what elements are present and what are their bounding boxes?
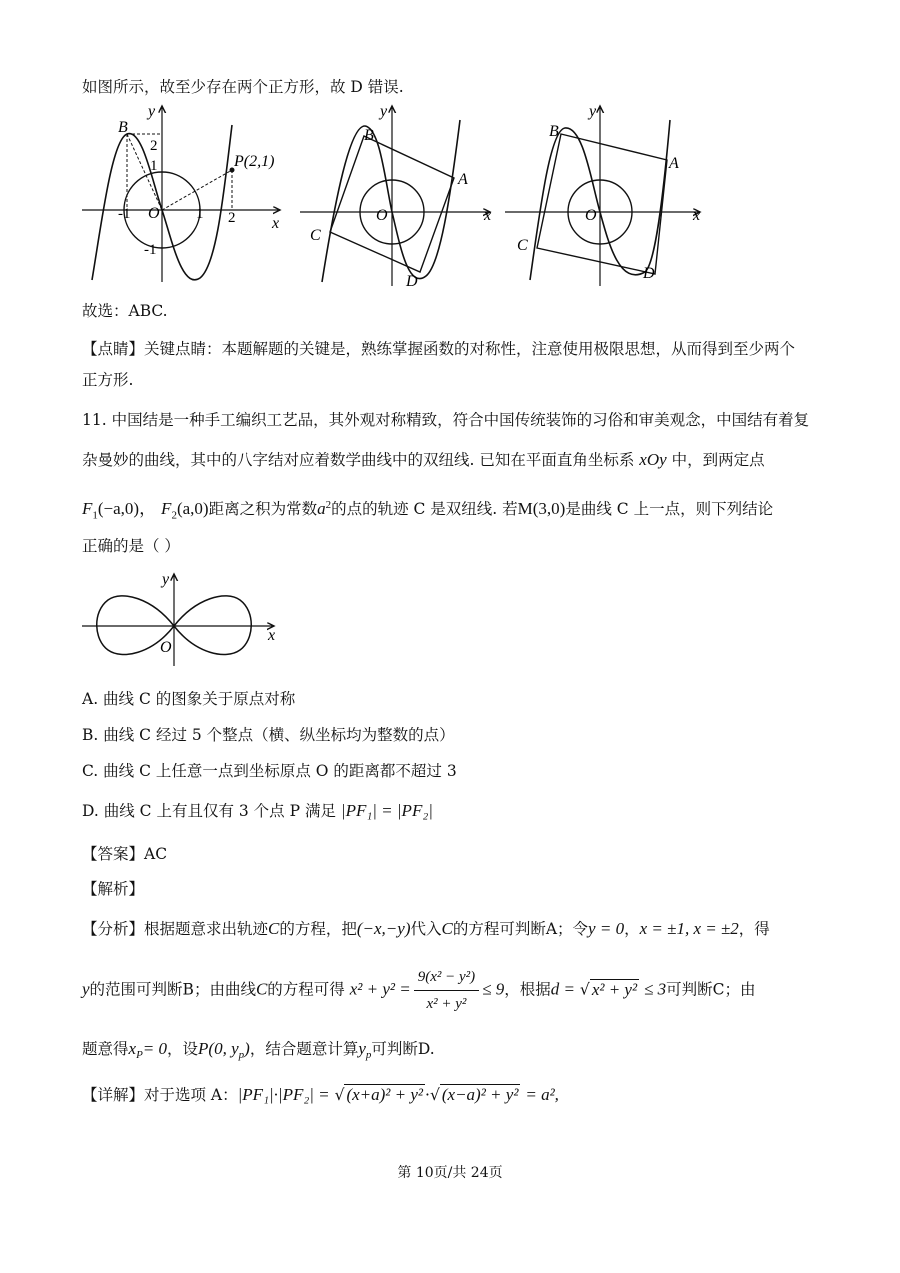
- question-11-line4: 正确的是（ ）: [82, 537, 180, 555]
- tick-label: 1: [150, 158, 158, 174]
- tick-label: 2: [150, 138, 158, 154]
- option-c: C. 曲线 C 上任意一点到坐标原点 O 的距离都不超过 3: [82, 762, 457, 780]
- point-label-P: P(2,1): [234, 153, 275, 170]
- point-label-B: B: [364, 127, 374, 144]
- origin-label: O: [148, 205, 160, 222]
- text-line: 故选：ABC.: [82, 302, 168, 320]
- point-label-D: D: [406, 273, 418, 290]
- option-a: A. 曲线 C 的图象关于原点对称: [82, 690, 296, 708]
- question-11-line1: 11. 中国结是一种手工编织工艺品，其外观对称精致，符合中国传统装饰的习俗和审美观念，中国结有着复: [82, 411, 810, 429]
- tick-label: 1: [196, 206, 204, 222]
- axis-label-y: y: [380, 103, 388, 120]
- figure-square-2: [505, 100, 710, 290]
- question-11-line2: 杂曼妙的曲线，其中的八字结对应着数学曲线中的双纽线. 已知在平面直角坐标系 xOy 中，到两定点: [82, 450, 765, 469]
- point-label-B: B: [549, 123, 559, 140]
- option-b: B. 曲线 C 经过 5 个整点（横、纵坐标均为整数的点）: [82, 726, 455, 744]
- tick-label: -1: [144, 242, 157, 258]
- origin-label: O: [376, 207, 388, 224]
- origin-label: O: [585, 207, 597, 224]
- page-footer: 第 10页/共 24页: [397, 1165, 503, 1181]
- axis-label-x: x: [484, 207, 492, 224]
- point-label-A: A: [669, 155, 679, 172]
- figure-square-1: [300, 100, 500, 290]
- text-line: 正方形.: [82, 371, 134, 389]
- analysis-line2: y的范围可判断B；由曲线C的方程可得 x² + y² = $\frac{\text{9(x² − y²)}}{\text{x² + y²}}$ ≤ 9，根据d = √ x² + y² ≤ 3可判断C；由: [82, 966, 755, 1015]
- axis-label-x: x: [268, 627, 276, 644]
- detail-line1: 【详解】对于选项 A：|PF₁|·|PF₂| = √ (x+a)² + y² ·√ (x−a)² + y² = a²,: [82, 1085, 559, 1104]
- axis-label-y: y: [162, 571, 170, 588]
- analysis-line3: 题意得$x_P= 0$，设P(0, $y_p$)，结合题意计算$y_p$可判断D.: [82, 1039, 435, 1062]
- analysis-heading: 【解析】: [82, 880, 145, 898]
- axis-label-y: y: [589, 103, 597, 120]
- analysis-line1: 【分析】根据题意求出轨迹C的方程，把(−x,−y)代入C的方程可判断A；令y = 0，x = ±1, x = ±2，得: [82, 919, 770, 938]
- answer: 【答案】AC: [82, 845, 168, 863]
- axis-label-x: x: [693, 207, 701, 224]
- point-label-C: C: [310, 227, 321, 244]
- axis-label-y: y: [148, 103, 156, 120]
- question-11-line3: $F_1(-a,0)$， $F_2(a,0)$距离之积为常数$a^2$的点的轨迹 C 是双纽线. 若M(3,0)是曲线 C 上一点，则下列结论: [82, 499, 774, 522]
- point-label-B: B: [118, 119, 128, 136]
- point-label-A: A: [458, 171, 468, 188]
- point-label-C: C: [517, 237, 528, 254]
- text-line: 【点睛】关键点睛：本题解题的关键是，熟练掌握函数的对称性，注意使用极限思想，从而得到至少两个: [82, 340, 796, 358]
- point-label-D: D: [643, 265, 655, 282]
- figure-cubic-with-circle: [82, 100, 292, 285]
- text-line: 如图所示，故至少存在两个正方形，故 D 错误.: [82, 78, 404, 96]
- axis-label-x: x: [272, 215, 280, 232]
- tick-label: 2: [228, 210, 236, 226]
- tick-label: -1: [118, 206, 131, 222]
- origin-label: O: [160, 639, 172, 656]
- figure-lemniscate: [82, 568, 282, 668]
- option-d: D. 曲线 C 上有且仅有 3 个点 P 满足 |PF₁| = |PF₂|: [82, 801, 433, 820]
